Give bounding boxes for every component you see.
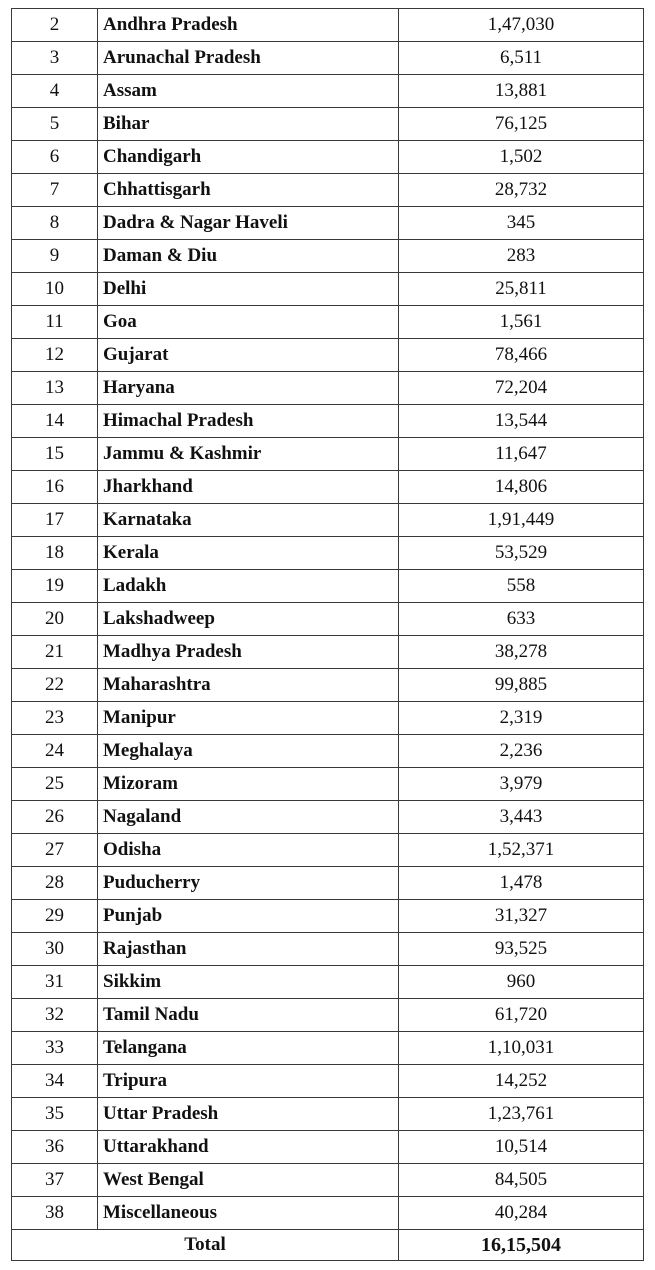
table-row xyxy=(12,1164,644,1197)
serial-number-cell: 34 xyxy=(12,1065,98,1098)
value-cell: 53,529 xyxy=(399,537,644,570)
table-row xyxy=(12,42,644,75)
state-data-table xyxy=(11,8,644,1261)
state-name-cell: Nagaland xyxy=(98,801,399,834)
value-cell: 558 xyxy=(399,570,644,603)
table-row xyxy=(12,1098,644,1131)
table-row xyxy=(12,273,644,306)
serial-number-cell: 13 xyxy=(12,372,98,405)
state-name-cell: Meghalaya xyxy=(98,735,399,768)
serial-number-cell: 12 xyxy=(12,339,98,372)
table-row xyxy=(12,933,644,966)
table-row xyxy=(12,405,644,438)
state-name-cell: Dadra & Nagar Haveli xyxy=(98,207,399,240)
table-row xyxy=(12,471,644,504)
value-cell: 93,525 xyxy=(399,933,644,966)
table-row xyxy=(12,207,644,240)
value-cell: 28,732 xyxy=(399,174,644,207)
serial-number-cell: 15 xyxy=(12,438,98,471)
serial-number-cell: 11 xyxy=(12,306,98,339)
serial-number-cell: 28 xyxy=(12,867,98,900)
state-name-cell: Miscellaneous xyxy=(98,1197,399,1230)
state-name-cell: Lakshadweep xyxy=(98,603,399,636)
serial-number-cell: 20 xyxy=(12,603,98,636)
serial-number-cell: 27 xyxy=(12,834,98,867)
state-name-cell: Bihar xyxy=(98,108,399,141)
serial-number-cell: 3 xyxy=(12,42,98,75)
state-name-cell: Kerala xyxy=(98,537,399,570)
serial-number-cell: 29 xyxy=(12,900,98,933)
table-row xyxy=(12,570,644,603)
value-cell: 13,544 xyxy=(399,405,644,438)
state-name-cell: Goa xyxy=(98,306,399,339)
value-cell: 1,91,449 xyxy=(399,504,644,537)
serial-number-cell: 16 xyxy=(12,471,98,504)
value-cell: 3,979 xyxy=(399,768,644,801)
state-name-cell: Karnataka xyxy=(98,504,399,537)
value-cell: 61,720 xyxy=(399,999,644,1032)
state-name-cell: Tripura xyxy=(98,1065,399,1098)
total-label: Total xyxy=(12,1230,399,1261)
value-cell: 38,278 xyxy=(399,636,644,669)
state-name-cell: Jharkhand xyxy=(98,471,399,504)
state-name-cell: Sikkim xyxy=(98,966,399,999)
serial-number-cell: 26 xyxy=(12,801,98,834)
value-cell: 1,561 xyxy=(399,306,644,339)
state-name-cell: Jammu & Kashmir xyxy=(98,438,399,471)
table-row xyxy=(12,174,644,207)
table-row xyxy=(12,768,644,801)
table-row xyxy=(12,438,644,471)
table-row xyxy=(12,1065,644,1098)
serial-number-cell: 24 xyxy=(12,735,98,768)
serial-number-cell: 10 xyxy=(12,273,98,306)
state-name-cell: Telangana xyxy=(98,1032,399,1065)
value-cell: 14,806 xyxy=(399,471,644,504)
table-row xyxy=(12,1032,644,1065)
value-cell: 283 xyxy=(399,240,644,273)
serial-number-cell: 5 xyxy=(12,108,98,141)
value-cell: 960 xyxy=(399,966,644,999)
table-row xyxy=(12,9,644,42)
state-name-cell: Uttarakhand xyxy=(98,1131,399,1164)
value-cell: 13,881 xyxy=(399,75,644,108)
table-row xyxy=(12,834,644,867)
serial-number-cell: 18 xyxy=(12,537,98,570)
total-value: 16,15,504 xyxy=(399,1230,644,1261)
serial-number-cell: 17 xyxy=(12,504,98,537)
table-row xyxy=(12,999,644,1032)
table-row xyxy=(12,735,644,768)
serial-number-cell: 32 xyxy=(12,999,98,1032)
serial-number-cell: 19 xyxy=(12,570,98,603)
table-row xyxy=(12,702,644,735)
serial-number-cell: 9 xyxy=(12,240,98,273)
value-cell: 84,505 xyxy=(399,1164,644,1197)
serial-number-cell: 38 xyxy=(12,1197,98,1230)
serial-number-cell: 6 xyxy=(12,141,98,174)
value-cell: 1,52,371 xyxy=(399,834,644,867)
value-cell: 1,47,030 xyxy=(399,9,644,42)
serial-number-cell: 36 xyxy=(12,1131,98,1164)
state-name-cell: Chhattisgarh xyxy=(98,174,399,207)
table-row xyxy=(12,1131,644,1164)
serial-number-cell: 31 xyxy=(12,966,98,999)
table-row xyxy=(12,504,644,537)
value-cell: 25,811 xyxy=(399,273,644,306)
table-row xyxy=(12,537,644,570)
state-name-cell: Rajasthan xyxy=(98,933,399,966)
value-cell: 11,647 xyxy=(399,438,644,471)
value-cell: 1,478 xyxy=(399,867,644,900)
table-row xyxy=(12,966,644,999)
state-name-cell: Chandigarh xyxy=(98,141,399,174)
value-cell: 2,236 xyxy=(399,735,644,768)
state-name-cell: Arunachal Pradesh xyxy=(98,42,399,75)
serial-number-cell: 21 xyxy=(12,636,98,669)
table-row xyxy=(12,75,644,108)
state-name-cell: Puducherry xyxy=(98,867,399,900)
value-cell: 1,23,761 xyxy=(399,1098,644,1131)
value-cell: 345 xyxy=(399,207,644,240)
value-cell: 633 xyxy=(399,603,644,636)
state-name-cell: Punjab xyxy=(98,900,399,933)
table-row xyxy=(12,636,644,669)
value-cell: 10,514 xyxy=(399,1131,644,1164)
state-name-cell: Daman & Diu xyxy=(98,240,399,273)
serial-number-cell: 2 xyxy=(12,9,98,42)
serial-number-cell: 35 xyxy=(12,1098,98,1131)
state-name-cell: Haryana xyxy=(98,372,399,405)
table-row xyxy=(12,867,644,900)
state-name-cell: West Bengal xyxy=(98,1164,399,1197)
state-name-cell: Himachal Pradesh xyxy=(98,405,399,438)
table-row xyxy=(12,141,644,174)
value-cell: 76,125 xyxy=(399,108,644,141)
value-cell: 1,502 xyxy=(399,141,644,174)
serial-number-cell: 33 xyxy=(12,1032,98,1065)
serial-number-cell: 23 xyxy=(12,702,98,735)
total-row xyxy=(12,1230,644,1261)
value-cell: 3,443 xyxy=(399,801,644,834)
table-row xyxy=(12,108,644,141)
serial-number-cell: 37 xyxy=(12,1164,98,1197)
table-row xyxy=(12,306,644,339)
value-cell: 99,885 xyxy=(399,669,644,702)
state-name-cell: Maharashtra xyxy=(98,669,399,702)
state-name-cell: Uttar Pradesh xyxy=(98,1098,399,1131)
state-name-cell: Ladakh xyxy=(98,570,399,603)
table-row xyxy=(12,801,644,834)
state-name-cell: Odisha xyxy=(98,834,399,867)
value-cell: 14,252 xyxy=(399,1065,644,1098)
serial-number-cell: 25 xyxy=(12,768,98,801)
value-cell: 72,204 xyxy=(399,372,644,405)
table-row xyxy=(12,603,644,636)
state-name-cell: Tamil Nadu xyxy=(98,999,399,1032)
state-name-cell: Assam xyxy=(98,75,399,108)
value-cell: 6,511 xyxy=(399,42,644,75)
serial-number-cell: 22 xyxy=(12,669,98,702)
serial-number-cell: 8 xyxy=(12,207,98,240)
value-cell: 78,466 xyxy=(399,339,644,372)
table-row xyxy=(12,372,644,405)
state-name-cell: Gujarat xyxy=(98,339,399,372)
table-row xyxy=(12,240,644,273)
state-name-cell: Mizoram xyxy=(98,768,399,801)
value-cell: 40,284 xyxy=(399,1197,644,1230)
serial-number-cell: 4 xyxy=(12,75,98,108)
serial-number-cell: 7 xyxy=(12,174,98,207)
value-cell: 31,327 xyxy=(399,900,644,933)
table-row xyxy=(12,900,644,933)
table-row xyxy=(12,1197,644,1230)
serial-number-cell: 14 xyxy=(12,405,98,438)
state-name-cell: Madhya Pradesh xyxy=(98,636,399,669)
state-name-cell: Andhra Pradesh xyxy=(98,9,399,42)
state-name-cell: Delhi xyxy=(98,273,399,306)
table-row xyxy=(12,339,644,372)
serial-number-cell: 30 xyxy=(12,933,98,966)
state-name-cell: Manipur xyxy=(98,702,399,735)
table-body xyxy=(12,9,644,1261)
value-cell: 2,319 xyxy=(399,702,644,735)
table-row xyxy=(12,669,644,702)
value-cell: 1,10,031 xyxy=(399,1032,644,1065)
